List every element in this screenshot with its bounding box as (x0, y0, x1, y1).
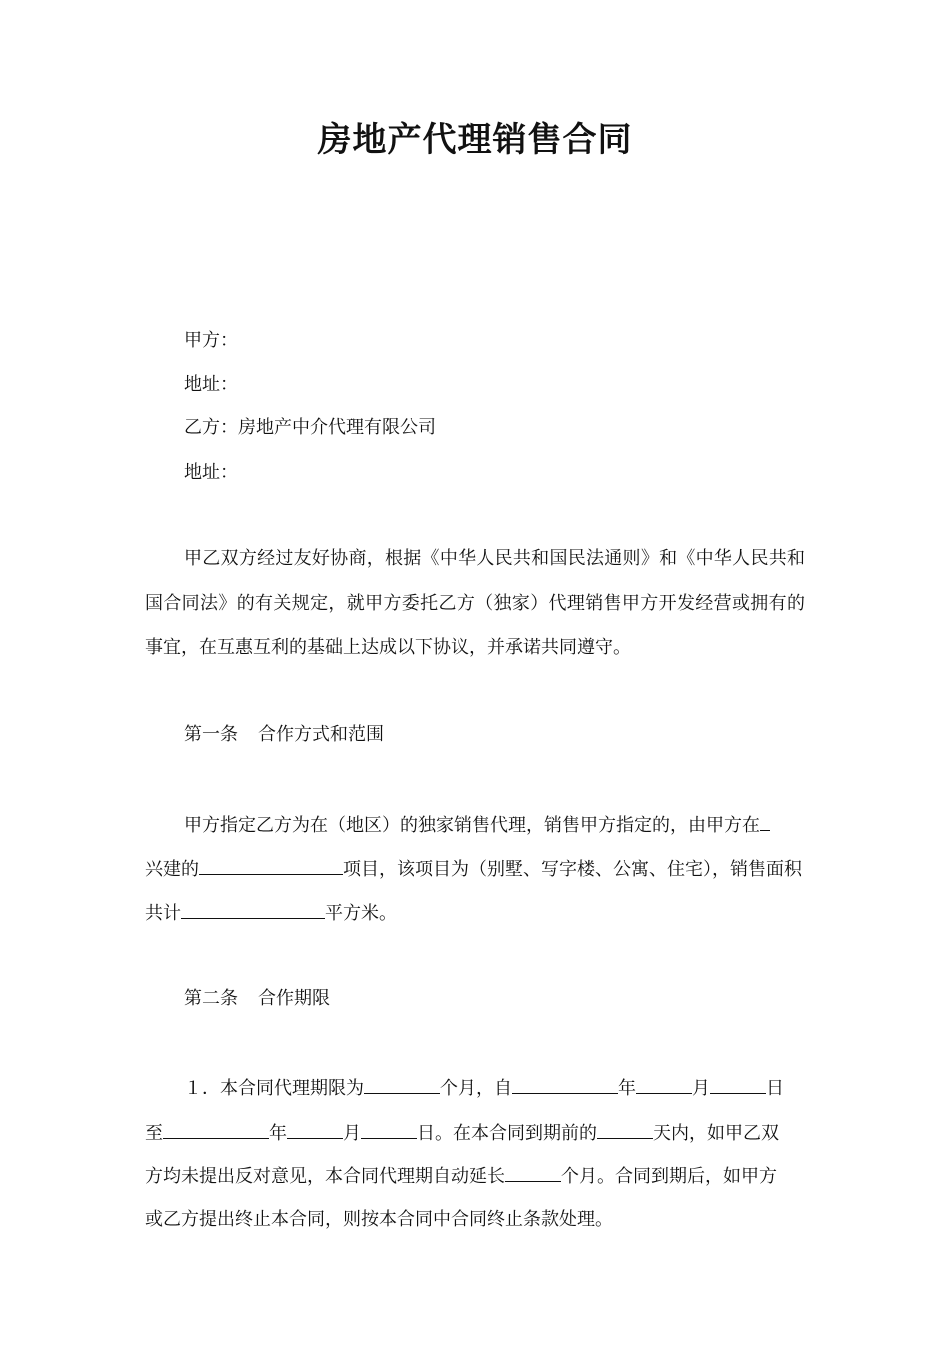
preamble-line-2: 国合同法》的有关规定，就甲方委托乙方（独家）代理销售甲方开发经营或拥有的 (145, 593, 805, 614)
party-b-line (184, 416, 436, 440)
clause-1-text-e: 日 (766, 1078, 784, 1099)
document-title: 房地产代理销售合同 (317, 120, 633, 160)
article-1-text-2b: 项目，该项目为（别墅、写字楼、公寓、住宅），销售面积 (343, 859, 802, 880)
article-1-text-3a: 共计 (145, 903, 181, 924)
start-year-blank (512, 1075, 618, 1094)
clause-1-text-f: 至 (145, 1123, 163, 1144)
clause-1-text-a: １．本合同代理期限为 (184, 1078, 364, 1099)
clause-1-text-k: 方均未提出反对意见，本合同代理期自动延长 (145, 1166, 505, 1187)
clause-1-text-g: 年 (269, 1123, 287, 1144)
extension-months-blank (505, 1163, 561, 1182)
party-a-line (184, 329, 238, 353)
article-1-line-1 (184, 812, 770, 838)
project-name-blank (199, 856, 343, 875)
article-1-text-2a: 兴建的 (145, 859, 199, 880)
clause-1-line-2 (145, 1120, 779, 1146)
clause-1-text-d: 月 (692, 1078, 710, 1099)
article-2-heading (184, 987, 330, 1011)
days-blank (597, 1120, 653, 1139)
clause-1-text-j: 天内，如甲乙双 (653, 1123, 779, 1144)
article-1-heading (184, 723, 384, 747)
clause-1-text-m: 或乙方提出终止本合同，则按本合同中合同终止条款处理。 (145, 1209, 613, 1230)
article-1-line-2 (145, 856, 802, 882)
months-blank (364, 1075, 440, 1094)
article-1-text-1: 甲方指定乙方为在（地区）的独家销售代理，销售甲方指定的，由甲方在 (184, 815, 760, 836)
end-month-blank (287, 1120, 343, 1139)
location-blank (760, 812, 770, 831)
preamble-line-1: 甲乙双方经过友好协商，根据《中华人民共和国民法通则》和《中华人民共和 (184, 548, 805, 569)
clause-1-text-c: 年 (618, 1078, 636, 1099)
party-a-address-label: 地址： (184, 374, 238, 395)
end-year-blank (163, 1120, 269, 1139)
article-1-text-3b: 平方米。 (325, 903, 397, 924)
article-1-line-3 (145, 900, 397, 926)
article-2-title: 合作期限 (258, 988, 330, 1009)
area-blank (181, 900, 325, 919)
party-b-name: 房地产中介代理有限公司 (238, 417, 436, 438)
clause-1-line-3 (145, 1163, 777, 1189)
party-b-address-label: 地址： (184, 462, 238, 483)
clause-1-text-h: 月 (343, 1123, 361, 1144)
preamble-line-3: 事宜，在互惠互利的基础上达成以下协议，并承诺共同遵守。 (145, 637, 631, 658)
end-day-blank (361, 1120, 417, 1139)
party-a-address-line (184, 373, 238, 397)
party-a-label: 甲方： (184, 330, 238, 351)
party-b-label: 乙方： (184, 417, 238, 438)
clause-1-text-i: 日。在本合同到期前的 (417, 1123, 597, 1144)
start-month-blank (636, 1075, 692, 1094)
clause-1-text-l: 个月。合同到期后，如甲方 (561, 1166, 777, 1187)
party-b-address-line (184, 461, 238, 485)
clause-1-line-1 (184, 1075, 784, 1101)
clause-1-text-b: 个月，自 (440, 1078, 512, 1099)
article-1-number: 第一条 (184, 724, 238, 745)
clause-1-line-4 (145, 1208, 613, 1232)
article-2-number: 第二条 (184, 988, 238, 1009)
start-day-blank (710, 1075, 766, 1094)
article-1-title: 合作方式和范围 (258, 724, 384, 745)
